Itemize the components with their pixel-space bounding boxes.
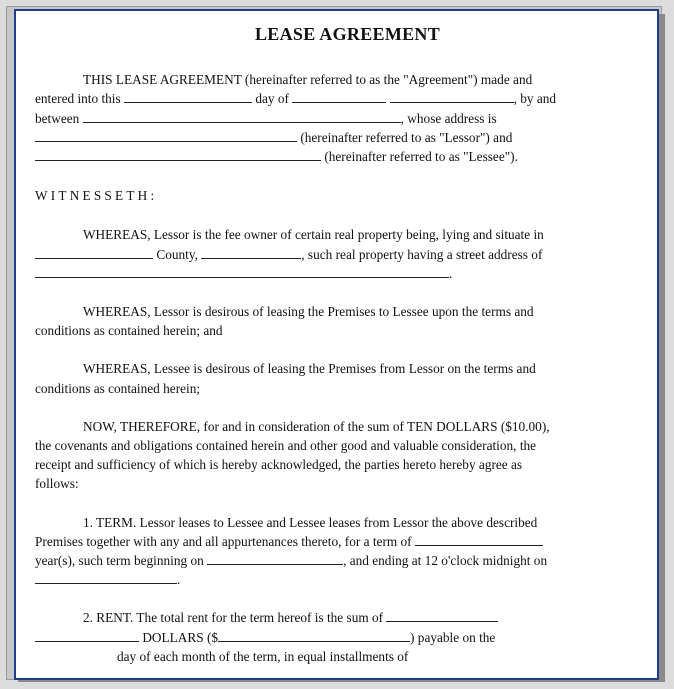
term-line-4: . [35, 570, 640, 589]
document-title: LEASE AGREEMENT [254, 24, 441, 44]
page-shadow-right [659, 14, 665, 676]
whereas3-line-1: WHEREAS, Lessee is desirous of leasing the Premises from Lessor on the terms and [83, 361, 536, 377]
whereas3-line-2: conditions as contained herein; [35, 380, 201, 396]
total-rent-blank[interactable] [386, 609, 498, 622]
now-therefore-line-3: receipt and sufficiency of which is hereby acknowledged, the parties hereto hereby agree as [35, 457, 523, 473]
whereas2-line-1: WHEREAS, Lessor is desirous of leasing the Premises to Lessee upon the terms and [83, 304, 534, 320]
year-field[interactable] [390, 90, 514, 103]
month-blank[interactable] [292, 90, 386, 103]
lessee-name-blank[interactable] [35, 148, 321, 161]
state-blank[interactable] [201, 246, 301, 259]
term-line-3: year(s), such term beginning on , and ending at 12 o'clock midnight on [35, 553, 548, 569]
intro-line-3: between , whose address is [35, 110, 497, 126]
term-start-blank[interactable] [207, 552, 343, 565]
whereas2-line-2: conditions as contained herein; and [35, 323, 223, 339]
document-page [14, 9, 659, 680]
rent-line-2: DOLLARS ($ ) payable on the [35, 628, 640, 647]
now-therefore-line-4: follows: [35, 476, 79, 492]
lease-document-body [35, 25, 640, 666]
rent-line-1: 2. RENT. The total rent for the term hereof is the sum of [35, 608, 640, 627]
whereas1-line-1: WHEREAS, Lessor is the fee owner of certain real property being, lying and situate in [83, 227, 544, 243]
term-line-2: Premises together with any and all appurtenances thereto, for a term of [35, 532, 640, 551]
term-end-blank[interactable] [35, 571, 177, 584]
intro-line-2: entered into this day of , by and [35, 91, 557, 107]
term-line-1: 1. TERM. Lessor leases to Lessee and Lessee leases from Lessor the above described [83, 514, 538, 530]
rent-words-blank[interactable] [35, 629, 139, 642]
rent-line-3: day of each month of the term, in equal installments of [117, 648, 409, 664]
now-therefore-line-1: NOW, THEREFORE, for and in consideration of the sum of TEN DOLLARS ($10.00), [83, 418, 550, 434]
term-length-blank[interactable] [415, 533, 543, 546]
lessor-name-blank[interactable] [83, 110, 401, 123]
now-therefore-line-2: the covenants and obligations contained herein and other good and valuable consideration, the [35, 438, 537, 454]
county-blank[interactable] [35, 246, 153, 259]
lessor-address-blank[interactable] [35, 129, 297, 142]
rent-amount-blank[interactable] [218, 629, 410, 642]
date-blank[interactable] [124, 90, 252, 103]
intro-line-5: (hereinafter referred to as "Lessee"). [35, 147, 640, 166]
whereas1-line-2: County, , such real property having a street address of [35, 245, 640, 264]
intro-line-1: THIS LEASE AGREEMENT (hereinafter referred to as the "Agreement") made and [83, 72, 533, 88]
street-address-blank[interactable] [35, 265, 449, 278]
whereas1-line-3: . [35, 264, 640, 283]
intro-line-4: (hereinafter referred to as "Lessor") and [35, 128, 640, 147]
witnesseth-heading: WITNESSETH: [35, 188, 158, 204]
